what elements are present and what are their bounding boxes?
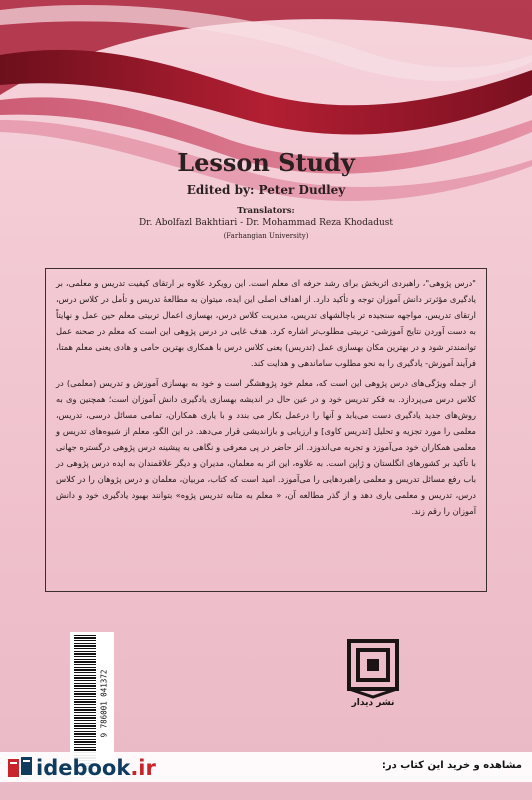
book-title: Lesson Study [177, 148, 355, 177]
barcode-number: 9 786001 041372 [99, 669, 109, 738]
publisher-logo-icon [345, 637, 401, 701]
translators-label: Translators: [237, 206, 295, 216]
description-paragraph-1: "درس پژوهی"، راهبردی اثربخش برای رشد حرفه ای معلم است. این رویکرد علاوه بر ارتقای کیفیت تدریس و معلمی، بر یادگیری مؤثرتر دانش آموزان توجه و تأکید دارد. از اهداف اصلی این ایده، میتوان به مطالعهٔ تدریس و تأمل در کلاس درس، ارتقای تدریس، مواجهه سنجیده تر باچالشهای تدریس، مدیریت کلاس درس، بهسازی اعمال تربیتی معلم حین عمل و نهایتاً به دست آوردن نتایج آموزشی- تربیتی مطلوب‌تر اشاره کرد. هدف غایی در درس پژوهی این است که معلم در صحنه عمل توانمندتر شود و در بهترین مکان بهسازی عمل (تدریس) یعنی کلاس درس با همکاری بهترین حامی و هادی یعنی معلم همتا، فرآیند آموزش- یادگیری را به نحو مطلوب ساماندهی و هدایت کند. [56, 278, 476, 368]
site-name: idebook.ir [36, 756, 156, 780]
site-watermark[interactable] [6, 753, 156, 783]
book-editor: Edited by: Peter Dudley [186, 183, 346, 197]
promo-text: مشاهده و خرید این کتاب در: [381, 760, 522, 771]
description-paragraph-2: از جمله ویژگی‌های درس پژوهی این است که، معلم خود پژوهشگر است و خود به بهسازی آموزش و تدریس (معلمی) در کلاس درس می‌پردازد. به فکر تدریس خود و در عین حال در اندیشه بهسازی یادگیری دانش آموزان است؛ همچنین وی به روش‌های جدید یادگیری دست می‌یابد و آنها را درعمل بکار می بندد و با یاری همکاران، تمامی مسائل درسی، تدریس، معلمی را مورد تجزیه و تحلیل [تدریس کاوی] و ارزیابی و بازاندیشی قرار می‌دهد. در این الگو، معلم از شیوه‌های تدریس و معلمی همکاران خود می‌آموزد و تجربه می‌اندوزد. اثر حاضر در پی معرفی و نگاهی به پیشینه درس پژوهی درگستره جهانی با تأکید بر کشورهای انگلستان و ژاپن است. به علاوه، این اثر به معلمان، مدیران و دیگر علاقمندان به ایده درس پژوهی در باب رفع مسائل تدریس و معلمی راهبردهایی را می‌آموزد. امید است که کتاب، مربیان، معلمان و درس پژوهان را در کلاس درس، تدریس و معلمی یاری دهد و از گذر مطالعه آن، « معلم به مثابه تدریس پژوه» بتوانند بهبود یادگیری خود و دانش آموزان را رقم زند. [56, 378, 476, 516]
book-icon [6, 755, 36, 781]
description-box [45, 268, 487, 592]
translators-names: Dr. Abolfazl Bakhtiari - Dr. Mohammad Reza Khodadust [138, 218, 394, 228]
translators-affiliation: (Farhangian University) [223, 232, 309, 240]
publisher-name: نشر دیدار [351, 698, 395, 708]
